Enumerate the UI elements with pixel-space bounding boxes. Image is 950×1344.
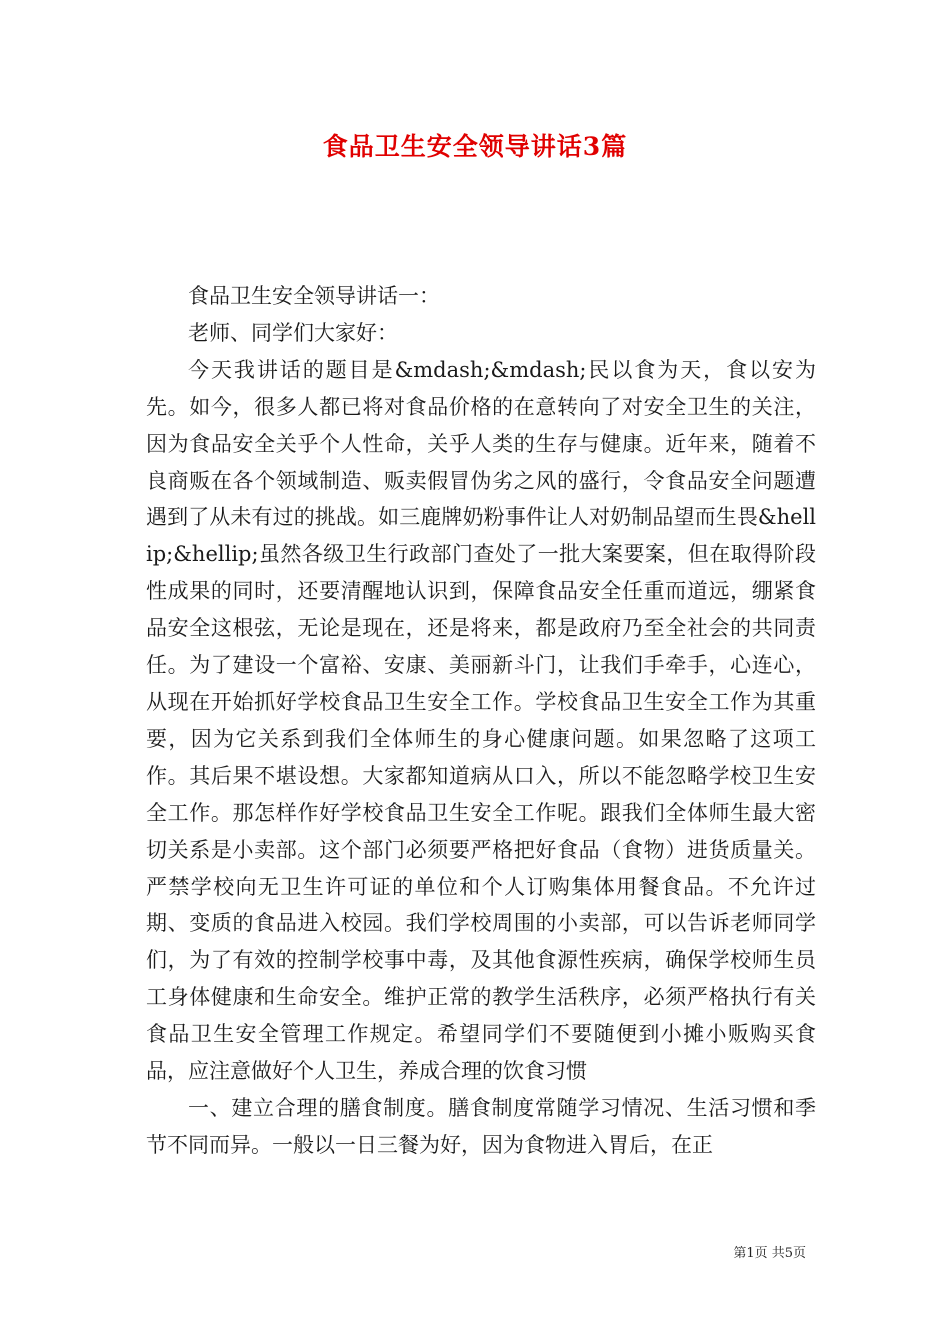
paragraph-main: 今天我讲话的题目是&mdash;&mdash;民以食为天，食以安为先。如今，很多人都已将对食品价格的在意转向了对安全卫生的关注，因为食品安全关乎个人性命，关乎人类的生存与健康。近年来，随着不良商贩在各个领域制造、贩卖假冒伪劣之风的盛行，令食品安全问题遭遇到了从未有过的挑战。如三鹿牌奶粉事件让人对奶制品望而生畏&hellip;&hellip;虽然各级卫生行政部门查处了一批大案要案，但在取得阶段性成果的同时，还要清醒地认识到，保障食品安全任重而道远，绷紧食品安全这根弦，无论是现在，还是将来，都是政府乃至全社会的共同责任。为了建设一个富裕、安康、美丽新斗门，让我们手牵手，心连心，从现在开始抓好学校食品卫生安全工作。学校食品卫生安全工作为其重要，因为它关系到我们全体师生的身心健康问题。如果忽略了这项工作。其后果不堪设想。大家都知道病从口入，所以不能忽略学校卫生安全工作。那怎样作好学校食品卫生安全工作呢。跟我们全体师生最大密切关系是小卖部。这个部门必须要严格把好食品（食物）进货质量关。严禁学校向无卫生许可证的单位和个人订购集体用餐食品。不允许过期、变质的食品进入校园。我们学校周围的小卖部，可以告诉老师同学们，为了有效的控制学校事中毒，及其他食源性疾病，确保学校师生员工身体健康和生命安全。维护正常的教学生活秩序，必须严格执行有关食品卫生安全管理工作规定。希望同学们不要随便到小摊小贩购买食品，应注意做好个人卫生，养成合理的饮食习惯 <box>146 357 816 1084</box>
paragraph-section-one: 一、建立合理的膳食制度。膳食制度常随学习情况、生活习惯和季节不同而异。一般以一日三餐为好，因为食物进入胃后，在正 <box>146 1095 816 1157</box>
document-title: 食品卫生安全领导讲话3篇 <box>322 132 628 161</box>
paragraph-heading: 食品卫生安全领导讲话一： <box>188 284 440 308</box>
paragraph-greeting: 老师、同学们大家好： <box>188 320 398 345</box>
page-number: 第1页 共5页 <box>733 1246 806 1261</box>
document-body <box>146 278 816 1164</box>
